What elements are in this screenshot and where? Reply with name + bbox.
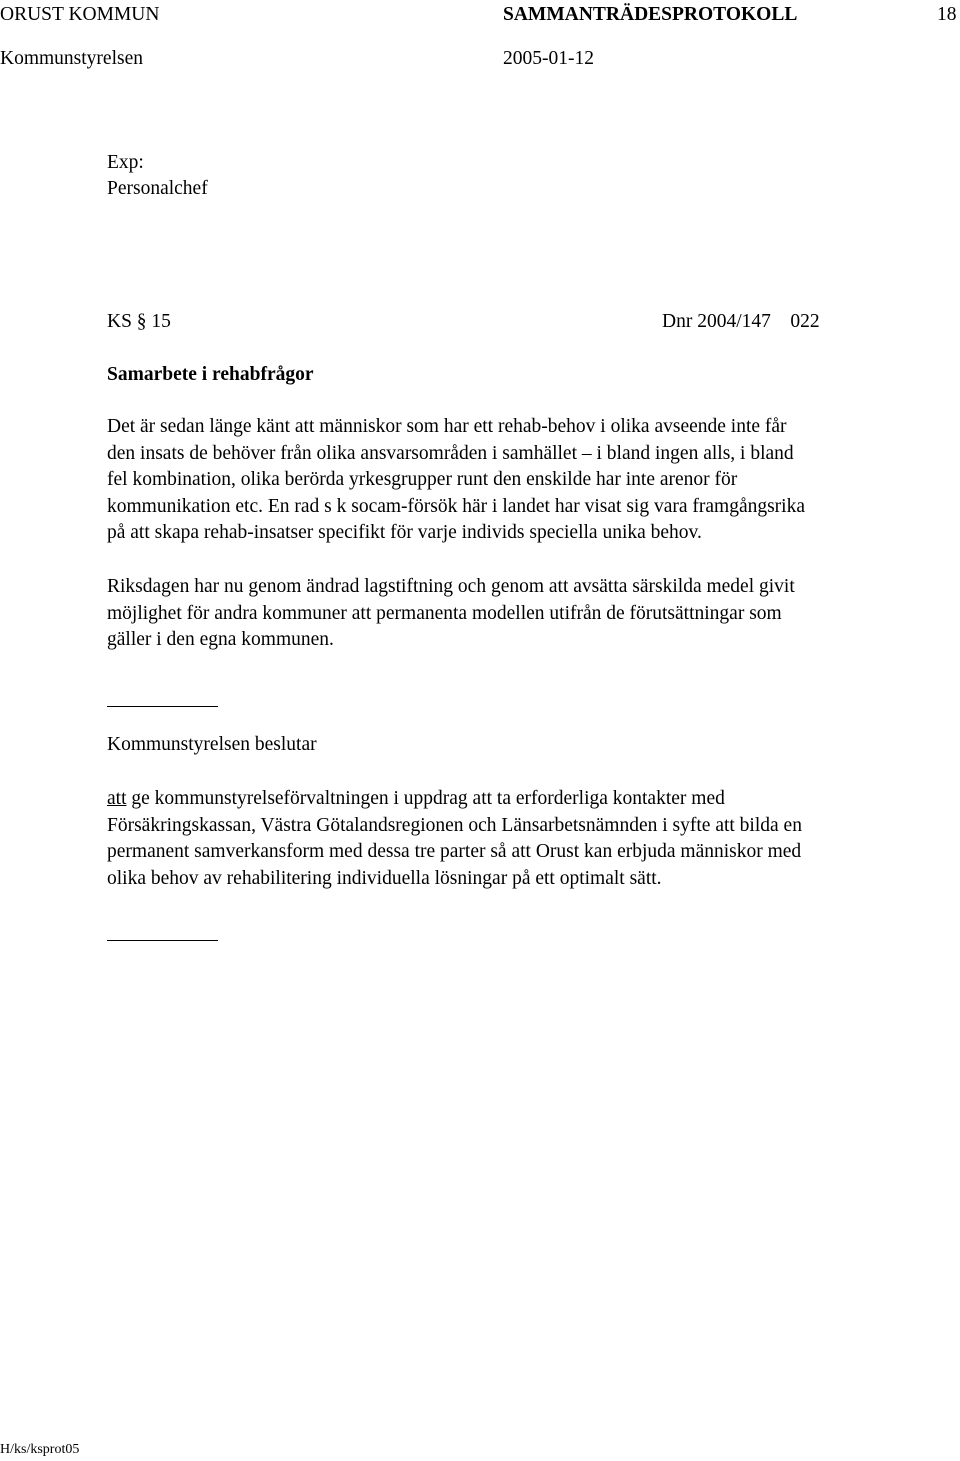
case-number: KS § 15 [107, 311, 171, 332]
committee-name: Kommunstyrelsen [0, 48, 143, 69]
text-line: permanent samverkansform med dessa tre parter så att Orust kan erbjuda människor med [107, 841, 802, 862]
municipality-name: ORUST KOMMUN [0, 4, 160, 25]
text-line: kommunikation etc. En rad s k socam-försök här i landet har visat sig vara framgångsrika [107, 495, 806, 517]
text-line: gäller i den egna kommunen. [107, 629, 334, 650]
paragraph-background [107, 414, 907, 547]
page-number: 18 [937, 4, 957, 25]
text-line: Riksdagen har nu genom ändrad lagstiftning och genom att avsätta särskilda medel givit [107, 576, 795, 597]
closing-rule [107, 940, 218, 941]
att-keyword: att [107, 788, 127, 809]
text-line [107, 786, 907, 813]
separator-rule [107, 706, 218, 707]
text-line: möjlighet för andra kommuner att permanenta modellen utifrån de förutsättningar som [107, 602, 782, 624]
decision-text [107, 786, 907, 892]
text-line: den insats de behöver från olika ansvarsområden i samhället – i bland ingen alls, i bland [107, 442, 794, 464]
text-line: olika behov av rehabilitering individuella lösningar på ett optimalt sätt. [107, 867, 662, 889]
document-type: SAMMANTRÄDESPROTOKOLL [503, 4, 798, 25]
text-line: Det är sedan länge känt att människor som har ett rehab-behov i olika avseende inte får [107, 416, 787, 437]
text-line: på att skapa rehab-insatser specifikt för varje individs speciella unika behov. [107, 522, 702, 543]
case-dnr: Dnr 2004/147 022 [662, 311, 820, 332]
decision-line-rest: ge kommunstyrelseförvaltningen i uppdrag att ta erforderliga kontakter med [126, 788, 725, 809]
case-title: Samarbete i rehabfrågor [107, 364, 314, 385]
paragraph-legislation [107, 574, 907, 654]
decision-heading: Kommunstyrelsen beslutar [107, 734, 317, 755]
distribution-recipient: Personalchef [107, 178, 208, 199]
text-line: Försäkringskassan, Västra Götalandsregionen och Länsarbetsnämnden i syfte att bilda en [107, 814, 802, 836]
meeting-date: 2005-01-12 [503, 48, 594, 69]
text-line: fel kombination, olika berörda yrkesgrupper runt den enskilde har inte arenor för [107, 469, 738, 490]
distribution-label: Exp: [107, 152, 144, 173]
file-path: H/ks/ksprot05 [0, 1442, 80, 1457]
